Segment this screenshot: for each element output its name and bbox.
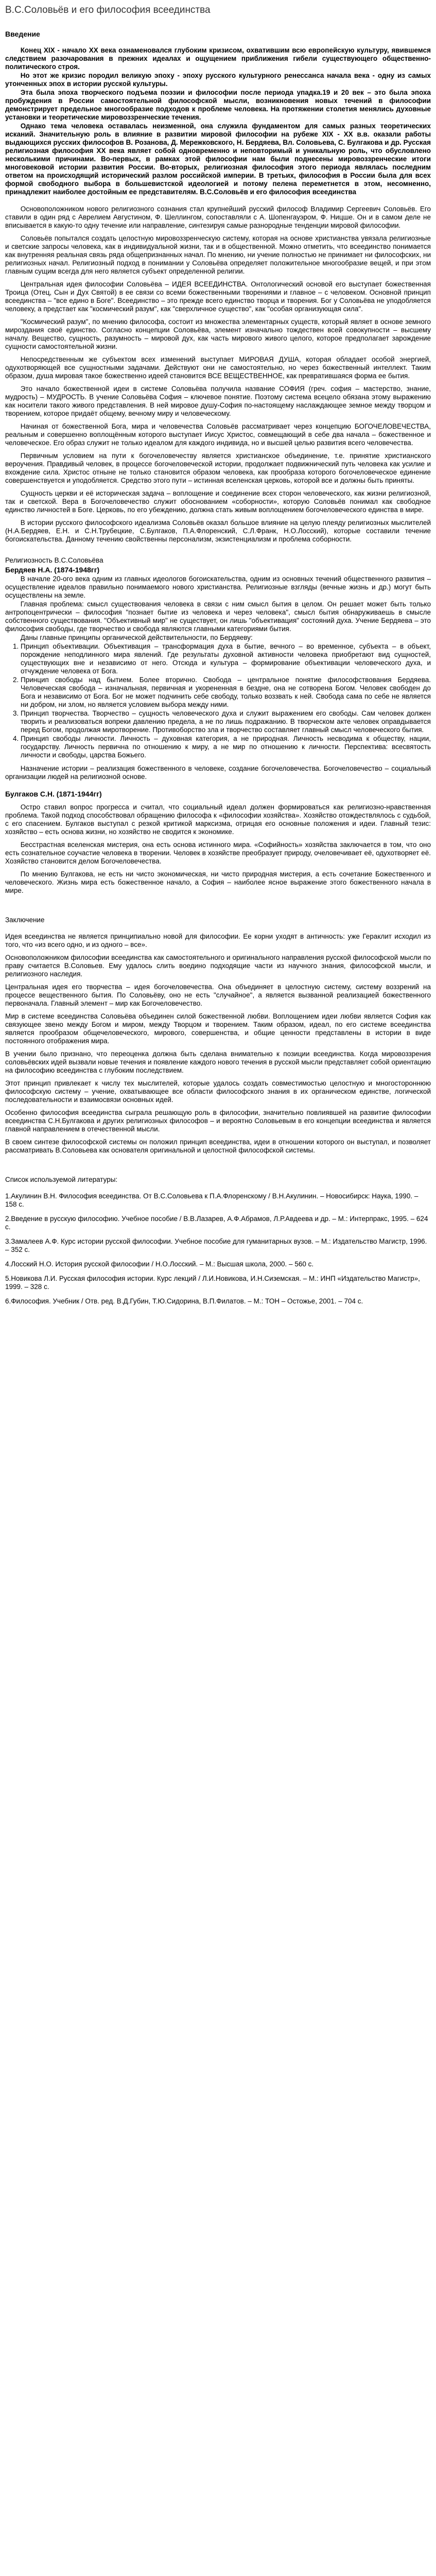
- berdyaev-paragraph: В начале 20-ого века одним из главных идеологов богоискательства, одним из основных течений общественного развития – осуществление идеалов правильно понимаемого нового христианства. Религиозные взгляды (вечные жизнь и др.) могут быть осуществлены на земле.: [5, 575, 431, 599]
- body-paragraph: "Космический разум", по мнению философа, состоит из множества элементарных существ, который являет в основе земного мироздания своё единство. Согласно концепции Соловьёва, элемент изначально тождествен всей совокупности – высшему началу. Вещество, сущность, разумность – мировой дух, как часть мирового живого целого, которое предполагает зарождение сущности самостоятельной жизни.: [5, 318, 431, 350]
- berdyaev-point: 4. Принцип свободы личности. Личность – духовная категория, а не природная. Личность несводима к обществу, нации, государству. Личность первична по отношению к миру, а не мир по отношению к личности. Перспектива: всесвятость личности и свободы, царства Божьего.: [21, 735, 431, 759]
- bibliography-entry: 6.Философия. Учебник / Отв. ред. В.Д.Губин, Т.Ю.Сидорина, В.П.Филатов. – М.: ТОН – Остожье, 2001. – 704 с.: [5, 1297, 363, 1305]
- document-title: В.С.Соловьёв и его философия всеединства: [5, 5, 211, 15]
- bibliography-entry: 2.Введение в русскую философию. Учебное пособие / В.В.Лазарев, А.Ф.Абрамов, Л.Р.Авдеева и др. – М.: Интерпракс, 1995. – 624 с.: [5, 1215, 428, 1231]
- body-paragraph: Первичным условием на пути к богочеловечеству является христианское объединение, т.е. принятие христианского вероучения. Правдивый человек, в процессе богочеловеческой истории, продолжает подвижнический путь человека как усилие и вхождение сила. Христос отныне не только становится образом человека, как прообраза которого богочеловеческое единение совершенствуется и уподобляется. Средство этого пути – истинная вселенская церковь, которой все и должны быть приняты.: [5, 452, 431, 484]
- intro-block: [5, 46, 431, 196]
- conclusion-paragraph: Основоположником философии всеединства как самостоятельного и оригинального направления русской философской мысли по праву считается В.Соловьев. Ему удалось слить воедино подходящие части из научного знания, философской мысли, и религиозного наследия.: [5, 954, 431, 978]
- conclusion-paragraph: В своем синтезе философской системы он положил принцип всеединства, идеи в отношении которого он выступал, и позволяет рассматривать В.Соловьева как основателя оригинальной и целостной философской системы.: [5, 1138, 431, 1154]
- bulgakov-block: [5, 803, 431, 900]
- body-paragraph: Начиная от божественной Бога, мира и человечества Соловьёв рассматривает через концепцию БОГОЧЕЛОВЕЧЕСТВА, реальным и совершенно воплощённым которого выступает Иисус Христос, совмещающий в себе два начала – божественное и человеческое. Его образ служит не только идеалом для каждого индивида, но и высшей целью развития всего человечества.: [5, 422, 431, 447]
- bibliography-entry: 4.Лосский Н.О. История русской философии / Н.О.Лосский. – М.: Высшая школа, 2000. – 560 с.: [5, 1260, 314, 1268]
- bulgakov-heading: Булгаков С.Н. (1871-1944гг): [5, 790, 102, 798]
- body-paragraph: Непосредственным же субъектом всех изменений выступает МИРОВАЯ ДУША, которая обладает особой энергией, одухотворяющей все сущностными задачами. Действуют они не самостоятельно, но через божественный интеллект. Таким образом, душа мировая такое божественно идеей становится ВСЕ ВЕЩЕСТВЕННОЕ, как превратившаяся форма ее бытия.: [5, 355, 431, 380]
- intro-paragraph: Эта была эпоха творческого подъема поэзии и философии после периода упадка.19 и 20 век – это была эпоха пробуждения в России самостоятельной философской мысли, возникновения новых течений в философии демонстрирует предельное многообразие подходов к проблеме человека. На протяжении столетия менялись духовные установки и теоретические мировоззренческие течения.: [5, 89, 431, 121]
- body-paragraph: В истории русского философского идеализма Соловьёв оказал большое влияние на целую плеяду религиозных мыслителей (Н.А.Бердяев, Е.Н. и С.Н.Трубецкие, С.Булгаков, П.А.Флоренский, С.Л.Франк, Н.О.Лосский), которые составили течение богоискательства. Данному течению свойственны персонализм, экзистенциализм и проблема соборности.: [5, 519, 431, 543]
- body-paragraph: Соловьёв попытался создать целостную мировоззренческую систему, которая на основе христианства увязала религиозные и светские запросы человека, как в индивидуальной жизни, так и в общественной. Можно отметить, что всеединство понимается как внутренняя реальная связь ряда общепризнанных начал. По мнению, ни учение полностью не принимает ни философских, ни религиозных начал. Религиозный подход в понимании у Соловьёва определяет положительное многообразие вещей, и при этом главным сущим всегда для него является субъект определенной религии.: [5, 234, 431, 275]
- bibliography-heading: Список используемой литературы:: [5, 1176, 118, 1183]
- bibliography-entry: 1.Акулинин В.Н. Философия всеединства. От В.С.Соловьева к П.А.Флоренскому / В.Н.Акулинин. – Новосибирск: Наука, 1990. – 158 с.: [5, 1192, 418, 1208]
- intro-heading: Введение: [5, 30, 40, 38]
- berdyaev-section-label: Религиозность В.С.Соловьёва: [5, 556, 103, 564]
- intro-paragraph: Конец XIX - начало XX века ознаменовался глубоким кризисом, охватившим всю европейскую культуру, явившемся следствием разочарования в прежних идеалах и ощущением приближения гибели существующего общественно-политического строя.: [5, 46, 431, 71]
- conclusion-heading: Заключение: [5, 916, 45, 924]
- body-paragraph: Сущность церкви и её историческая задача – воплощение и соединение всех сторон человеческого, как жизни религиозной, так и светской. Вера в Богочеловечество служит обоснованием «соборности», которую Соловьёв понимал как свободное единство личностей в Боге. Церковь, по его убеждению, должна стать живым воплощением богочеловеческого единства в мире.: [5, 489, 431, 514]
- berdyaev-heading: Бердяев Н.А. (1874-1948гг): [5, 566, 100, 574]
- berdyaev-paragraph: Даны главные принципы органической действительности, по Бердяеву:: [20, 634, 253, 641]
- body-paragraph: Это начало божественной идеи в системе Соловьёва получила название СОФИЯ (греч. софия – мастерство, знание, мудрость) – МУДРОСТЬ. В учение Соловьёва София – ключевое понятие. Поэтому система всецело обязана этому выражению как носители такого живого представления. В ней мировое душу-София по-настоящему наслаждающее земное между творцом и творением, которое придаёт общему, вечному миру и человеческому.: [5, 385, 431, 417]
- berdyaev-points: [5, 642, 431, 759]
- conclusion-paragraph: В учении было признано, что переоценка должна быть сделана внимательно к позиции всеединства. Когда мировоззрения соловьёвских идей вызвали новые течения и появление каждого нового течения в русской мысли представляет собой ориентацию на философию всеединства с глубоким последствием.: [5, 1050, 431, 1074]
- conclusion-paragraph: Центральная идея его творчества – идея богочеловечества. Она объединяет в целостную систему, систему воззрений на процессе вещественного бытия. По Соловьёву, оно не есть "случайное", а является вызванной реализацией божественного первоначала. Главный элемент – мир как Богочеловечество.: [5, 983, 431, 1007]
- berdyaev-block: [5, 575, 431, 642]
- berdyaev-point: 1. Принцип объективации. Объективация – трансформация духа в бытие, вечного – во временное, субъекта – в объект, порождение неподлинного мира явлений. Где результаты духовной активности человека приобретают вид сущностей, существующих вне и независимо от него. Отсюда и культура – формирование объективации человеческого духа, и отчуждение человека от Бога.: [21, 642, 431, 675]
- bibliography-list: [5, 1192, 431, 1306]
- body-block: [5, 205, 431, 548]
- bulgakov-paragraph: Остро ставил вопрос прогресса и считал, что социальный идеал должен формироваться как религиозно-нравственная проблема. Такой подход способствовал обращению философа к «философии хозяйства». Хозяйство отождествлялось с судьбой, с его спасением. Булгаков выступал с резкой критикой марксизма, отрицая его основные положения и идеи. Главный тезис: хозяйство – есть основа жизни, но хозяйство не сводится к экономике.: [5, 803, 431, 836]
- berdyaev-point: 3. Принцип творчества. Творчество – сущность человеческого духа и служит выражением его свободы. Сам человек должен творить и реализоваться вопреки давлению предела, а не по лишь подражанию. В творческом акте человек оправдывается перед Богом, продолжая миротворение. Противоборство зла и творчество составляет главный смысл человеческого бытия.: [21, 709, 431, 734]
- body-paragraph: Основоположником нового религиозного сознания стал крупнейший русский философ Владимир Сергеевич Соловьёв. Его ставили в один ряд с Аврелием Августином, Ф. Шеллингом, сопоставляли с А. Шопенгауэром, Ф. Ницше. Он и в самом деле не вписывается в какую-то одну течение или направление, синтезируя самые разнородные тенденции мировой философии.: [5, 205, 431, 229]
- bibliography-entry: 5.Новикова Л.И. Русская философия истории. Курс лекций / Л.И.Новикова, И.Н.Сиземская. – М.: ИНП «Издательство Магистр», 1999. – 328 с.: [5, 1275, 420, 1291]
- bulgakov-paragraph: По мнению Булгакова, не есть ни чисто экономическая, ни чисто природная мистерия, а есть сочетание Божественного и человеческого. Жизнь мира есть божественное начало, а София – наиболее ясное выражение этого божественного начала в мире.: [5, 870, 431, 894]
- bulgakov-paragraph: Бесстрастная вселенская мистерия, она есть основа истинного мира. «Софийность» хозяйства заключается в том, что оно есть сознательное соучастие человека в творении. Человек в хозяйстве преобразует природу, очеловечивает её, одухотворяет её. Хозяйство становится делом Богочеловечества.: [5, 841, 431, 865]
- berdyaev-point: 2. Принцип свободы над бытием. Более вторично. Свобода – центральное понятие философствования Бердяева. Человеческая свобода – изначальная, первичная и укорененная в бездне, она не сотворена Богом. Человек свободен до Бога и независимо от Бога. Бог не может подчинить себе свободу, только воззвать к ней. Свобода сама по себе не является ни добром, ни злом, но является условием выбора между ними.: [21, 676, 431, 709]
- body-paragraph: Центральная идея философии Соловьёва – ИДЕЯ ВСЕЕДИНСТВА. Онтологический основой его выступает божественная Троица (Отец, Сын и Дух Святой) в ее связи со всеми божественными творениями и главное – с человеком. Основной принцип всеединства – "все едино в Боге". Всеединство – это прежде всего единство творца и творения. Бог у Соловьёва не уподобляется человеку, а предстает как "космический разум", как "сверхличное существо", как "особая организующая сила".: [5, 280, 431, 313]
- intro-paragraph: Но этот же кризис породил великую эпоху - эпоху русского культурного ренессанса начала века - одну из самых утонченных эпох в истории русской культуры.: [5, 72, 431, 88]
- berdyaev-closing: Назначение истории – реализация божественного в человеке, создание богочеловечества. Богочеловечество – социальный организации людей на религиозной основе.: [5, 765, 431, 781]
- berdyaev-paragraph: Главная проблема: смысл существования человека в связи с ним смысл бытия в целом. Он решает может быть только антропоцентрически – философия "познает бытие из человека и через человека", смысл бытия обнаруживаешь в смысле собственного существования. "Объективный мир" не существует, он лишь "объективация" состояний духа. Учение Бердяева – это философия свободы, где творчество и свобода являются главными категориями бытия.: [5, 600, 431, 633]
- conclusion-paragraph: Мир в системе всеединства Соловьёва объединен силой божественной любви. Воплощением идеи любви является София как связующее звено между Богом и миром, между Творцом и творением. Таким образом, идеал, по его системе всеединства является прообразом общечеловеческого, мирового, совершенства, и общие ценности представлены в истории в виде постоянного отображения мира.: [5, 1012, 431, 1045]
- bibliography-entry: 3.Замалеев А.Ф. Курс истории русской философии. Учебное пособие для гуманитарных вузов. – М.: Издательство Магистр, 1996. – 352 с.: [5, 1238, 427, 1253]
- conclusion-block: [5, 933, 431, 1159]
- intro-paragraph: Однако тема человека оставалась неизменной, она служила фундаментом для самых разных теоретических исканий. Значительную роль в влияние в развитии мировой философии на рубеже XIX - XX в.в. оказали работы выдающихся русских философов В. Розанова, Д. Мережковского, Н. Бердяева, Вл. Соловьева, С. Булгакова и др. Русская религиозная философия XX века являет собой одновременно и неповторимый и уникальную роль, что обусловлено несколькими причинами. Во-первых, в рамках этой философии нам были поднесены мировоззренческие итоги многовековой истории развития России. Во-вторых, религиозная философия этого периода являлась последним ответом на происходящий исторический разлом российской империи. В третьих, философия в России была для всех формой свободного выбора в большевистской идеологией и потому пелена переметнется в этом, несомненно, принадлежит наиболее достойным ее представителям. В.С.Соловьёв и его философия всеединства: [5, 122, 431, 196]
- conclusion-paragraph: Идея всеединства не является принципиально новой для философии. Ее корни уходят в античность: уже Гераклит исходил из того, что «из всего одно, и из одного – все».: [5, 933, 431, 948]
- conclusion-paragraph: Этот принцип привлекает к числу тех мыслителей, которые удалось создать совместимостью целостную и многостороннюю философскую систему – учение, охватывающее все области философского знания в их органическом единстве, логической последовательности и взаимосвязи основных идей.: [5, 1079, 431, 1104]
- conclusion-paragraph: Особенно философия всеединства сыграла решающую роль в философии, значительно повлиявшей на развитие философии всеединства С.Н.Булгакова и других религиозных философов – и вероятно Соловьевым в его концепции всеединства и является главной направлением в отечественной мысли.: [5, 1109, 431, 1133]
